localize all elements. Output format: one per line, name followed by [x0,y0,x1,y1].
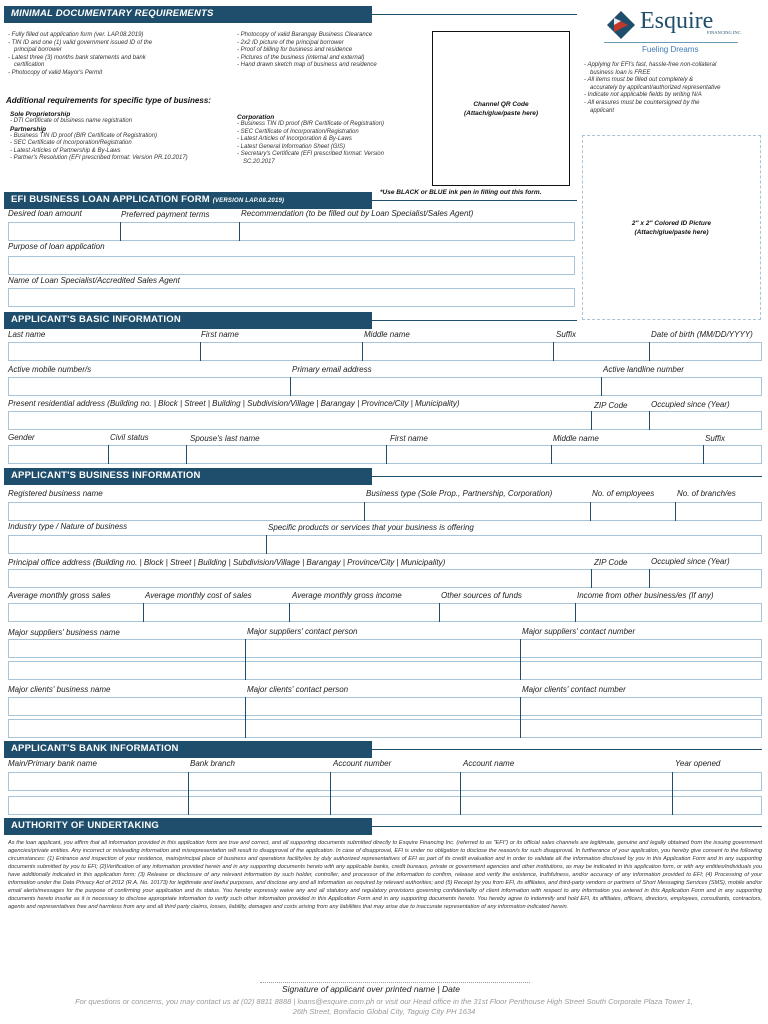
client-row-1[interactable] [8,697,762,716]
recommendation-label: Recommendation (to be filled out by Loan Specialist/Sales Agent) [241,209,474,218]
supplier-row-1[interactable] [8,639,762,658]
authority-bar: AUTHORITY OF UNDERTAKING [4,818,372,835]
gender-label: Gender [8,433,35,442]
year-opened-label: Year opened [675,759,721,768]
specialist-label: Name of Loan Specialist/Accredited Sales Agent [8,276,180,285]
basic-info-bar: APPLICANT'S BASIC INFORMATION [4,312,372,329]
dob-label: Date of birth (MM/DD/YYYY) [651,330,753,339]
specialist-field[interactable] [8,288,575,307]
sole-partnership-block: Sole Proprietorship - DTI Certificate of business name registration Partnership - Business TIN ID proof (BIR Certificate of Registration) - SEC Certificate of Incorporation/Registration - Latest Articles of Partnership & By-Laws - Partner's Resolution (EFI prescribed format: Version PR.10.2017) [10,111,188,162]
business-occupied-label: Occupied since (Year) [651,557,730,566]
application-notes: - Applying for EFI's fast, hassle-free non-collateral business loan is FREE - All items must be filled out completely & accurately by applicant/authorized representative - Indicate not applicable fields by writing N/A - All erasures must be countersigned by the applicant [584,62,721,114]
additional-requirements-title: Additional requirements for specific type of business: [6,96,211,105]
avg-cost-label: Average monthly cost of sales [145,591,252,600]
signature-label: Signature of applicant over printed name | Date [282,984,460,994]
business-name-row[interactable] [8,502,762,521]
header-rule [372,14,577,15]
residential-address-label: Present residential address (Building no. | Block | Street | Building | Subdivision/Village | Barangay | Province/City | Municipality) [8,399,460,408]
business-type-label: Business type (Sole Prop., Partnership, Corporation) [366,489,553,498]
financials-row[interactable] [8,603,762,622]
logo-mark-icon [606,10,636,40]
other-funds-label: Other sources of funds [441,591,522,600]
supplier-name-label: Major suppliers' business name [8,628,120,637]
avg-sales-label: Average monthly gross sales [8,591,111,600]
avg-income-label: Average monthly gross income [292,591,402,600]
loan-form-bar: EFI BUSINESS LOAN APPLICATION FORM (VERSION LAP.08.2019) [4,192,372,209]
bank-row-1[interactable] [8,772,762,791]
industry-label: Industry type / Nature of business [8,522,128,531]
first-name-label: First name [201,330,239,339]
requirements-col2: - Photocopy of valid Barangay Business Clearance - 2x2 ID picture of the principal borrower - Proof of billing for business and residence - Pictures of the business (internal and external) - Hand drawn sketch map of business and residence [237,32,377,69]
esquire-logo: Esquire FINANCING INC. Fueling Dreams [604,8,754,58]
bank-row-2[interactable] [8,796,762,815]
spouse-middle-name-label: Middle name [553,434,599,443]
civil-spouse-row[interactable] [8,445,762,464]
industry-row[interactable] [8,535,762,554]
business-info-bar: APPLICANT'S BUSINESS INFORMATION [4,468,372,485]
supplier-number-label: Major suppliers' contact number [522,627,636,636]
supplier-contact-label: Major suppliers' contact person [247,627,358,636]
products-label: Specific products or services that your business is offering [268,523,474,532]
bank-branch-label: Bank branch [190,759,235,768]
client-name-label: Major clients' business name [8,685,111,694]
purpose-label: Purpose of loan application [8,242,105,251]
client-row-2[interactable] [8,719,762,738]
client-contact-label: Major clients' contact person [247,685,349,694]
account-name-label: Account name [463,759,515,768]
authority-text: As the loan applicant, you affirm that all information provided in this application form are true and correct, and all supporting documents submitted directly to Esquire Financing Inc. (referred to as "EFI") or its official sales channels are legitimate, genuine and legally obtained from the issuing government agencies/private entities. Any incorrect or misleading information and misrepresentation will result to disapproval of the application. In case of disapproval, EFI is under no obligation to disclose the reason/s for such disapproval. In furtherance of your application, you hereby give consent to the following circumstances: (1) Entrance and inspection of your residence, main/principal place of business and operations facility/ies by duly authorized representatives of EFI as part of its credit evaluation and in order to validate all the information disclosed by you in this Application Form and in any supporting documents submitted by you to EFI; (2)Verification of any information provided herein and in any supporting documents hereto with any applicable banks, credit bureaus, private or government agencies and other institutions, as may be indicated in this application form, or with any entities/individuals you have additionally indicated in this application form; (3) Release or disclosure of any relevant information by such holder, controller, and processor of the information to confirm, release and verify the existence, truthfulness, and/or accuracy of any information provided to EFI; (4) Processing of your information under the Data Privacy Act of 2012 (R.A. No. 10173) for legitimate and lawful purposes, and disclose any and all information as required by relevant authorities; and (5) Receipt by you from EFI, its affiliates, and third-party vendors or partners of Short Messaging Services (SMS), mobile and/or email alerts/messages for the purpose of confirming your application and its status. You hereby expressly waive any and all statutory and regulatory provisions governing confidentiality of client information with respect to any information you entered in this Application Form and in any supporting documents hereto insofar as it is necessary to disclose appropriate information to verify such other information provided in this Application Form and in any supporting documents hereto. You hereby agree to indemnify and hold EFI, its affiliates, officers, directors, employees, consultants, contractors, agents and representatives free and harmless from any and all third party claims, losses, liability, damages and costs arising from any liabilities that may arise due to inaccurate representation of any information indicated herein. [8,840,762,910]
requirements-col1: - Fully filled out application form (ver. LAP.08.2019) - TIN ID and one (1) valid government issued ID of the principal borrower - Latest three (3) months bank statements and bank certification - Photocopy of valid Mayor's Permit [8,32,153,76]
contact-row[interactable] [8,377,762,396]
spouse-first-name-label: First name [390,434,428,443]
minimal-requirements-bar: MINIMAL DOCUMENTARY REQUIREMENTS [4,6,372,23]
spouse-last-name-label: Spouse's last name [190,434,260,443]
landline-label: Active landline number [603,365,684,374]
desired-amount-label: Desired loan amount [8,209,82,218]
suffix-label: Suffix [556,330,577,339]
loan-details-row[interactable] [8,222,575,241]
id-picture-box[interactable]: 2" x 2" Colored ID Picture (Attach/glue/paste here) [582,135,761,320]
signature-line[interactable] [260,982,530,983]
business-zip-label: ZIP Code [594,558,628,567]
spouse-suffix-label: Suffix [705,434,726,443]
bank-info-bar: APPLICANT'S BANK INFORMATION [4,741,372,758]
branches-label: No. of branch/es [677,489,736,498]
supplier-row-2[interactable] [8,661,762,680]
payment-terms-label: Preferred payment terms [121,210,210,219]
corporation-block: Corporation - Business TIN ID proof (BIR Certificate of Registration) - SEC Certificate of Incorporation/Registration - Latest Articles of Incorporation & By-Laws - Latest General Information Sheet (GIS) - Secretary's Certificate (EFI prescribed format: Version SC.20.2017 [237,114,385,165]
occupied-since-label: Occupied since (Year) [651,400,730,409]
employees-label: No. of employees [592,489,655,498]
bank-name-label: Main/Primary bank name [8,759,97,768]
registered-business-name-label: Registered business name [8,489,103,498]
client-number-label: Major clients' contact number [522,685,626,694]
other-income-label: Income from other business/es (If any) [577,591,714,600]
email-label: Primary email address [292,365,372,374]
middle-name-label: Middle name [364,330,410,339]
footer-contact: For questions or concerns, you may contact us at (02) 8811 8888 | loans@esquire.com.ph or visit our Head office in the 31st Floor Penthouse High Street South Corporate Plaza Tower 1, 26th Street, Bonifacio Global City, Taguig City PH 1634 [75,997,693,1016]
ink-pen-note: *Use BLACK or BLUE ink pen in filling out this form. [380,189,542,196]
account-number-label: Account number [333,759,392,768]
last-name-label: Last name [8,330,46,339]
mobile-label: Active mobile number/s [8,365,92,374]
qr-code-box[interactable]: Channel QR Code (Attach/glue/paste here) [432,31,570,186]
purpose-field[interactable] [8,256,575,275]
civil-status-label: Civil status [110,433,149,442]
office-address-label: Principal office address (Building no. | Block | Street | Building | Subdivision/Village | Barangay | Province/City | Municipality) [8,558,446,567]
zip-label: ZIP Code [594,401,628,410]
